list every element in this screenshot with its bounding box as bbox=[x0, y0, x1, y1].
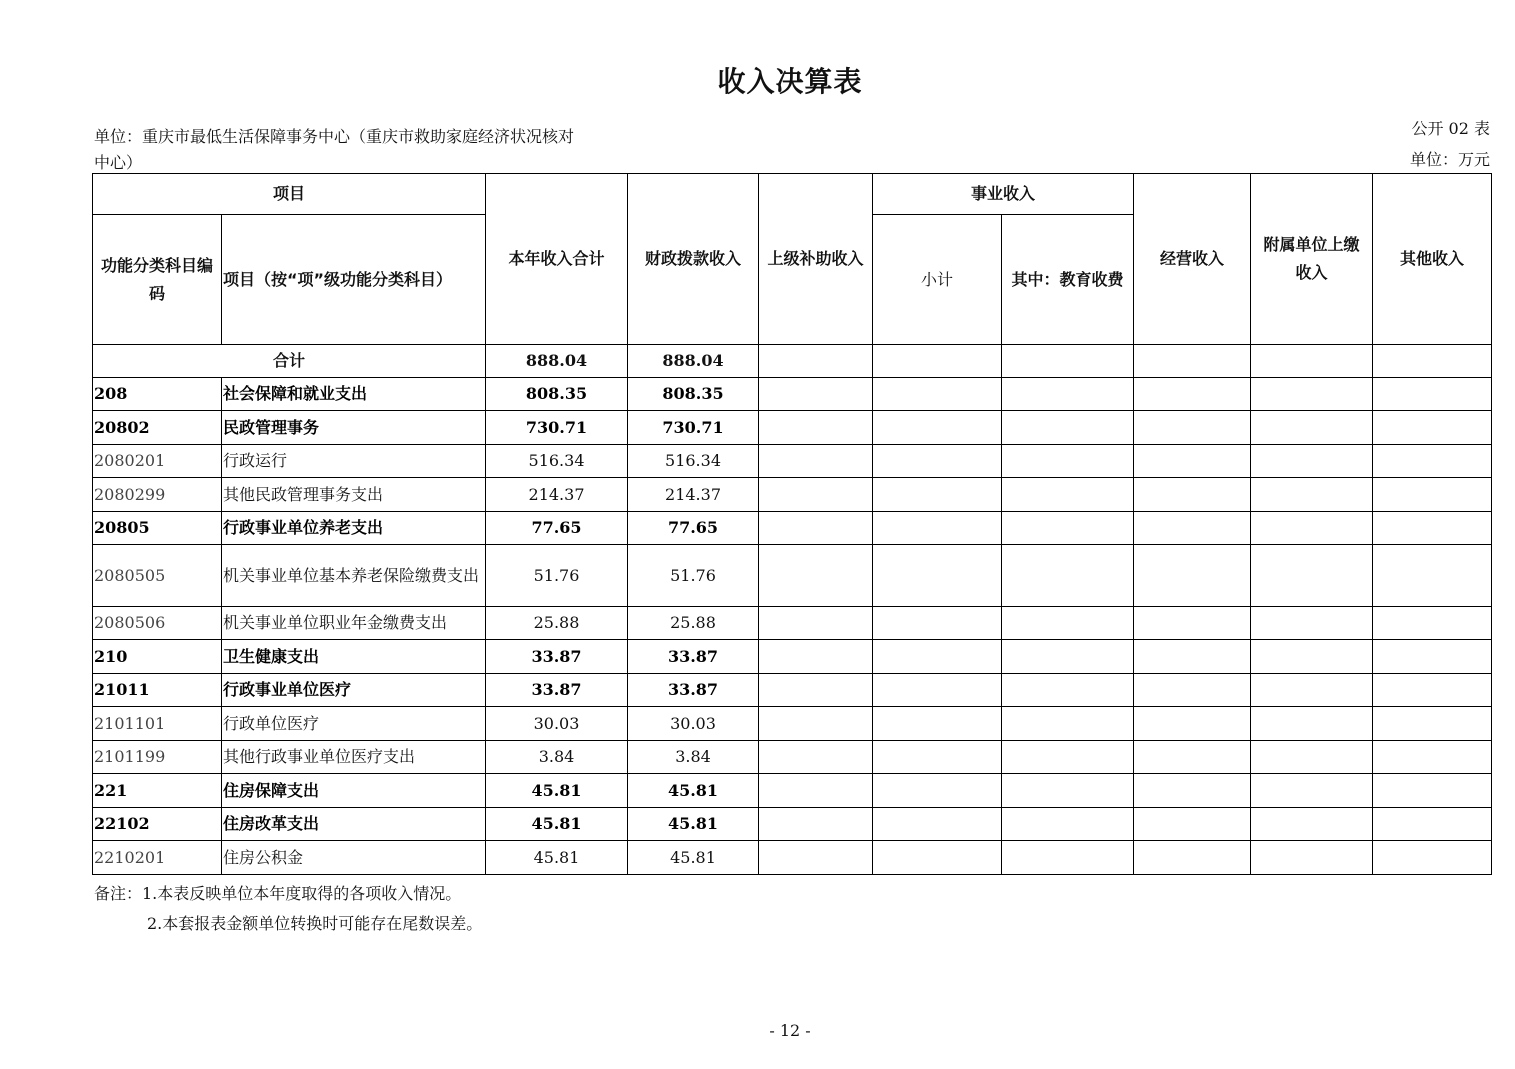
empty-cell bbox=[759, 808, 873, 841]
row-name: 卫生健康支出 bbox=[222, 640, 486, 674]
currency-unit: 单位：万元 bbox=[1409, 150, 1490, 169]
row-code: 22102 bbox=[93, 808, 222, 841]
row-fiscal: 214.37 bbox=[628, 478, 759, 512]
table-row bbox=[93, 640, 1492, 674]
empty-cell bbox=[759, 545, 873, 607]
row-fiscal: 25.88 bbox=[628, 607, 759, 640]
empty-cell bbox=[1251, 545, 1373, 607]
table-row bbox=[93, 607, 1492, 640]
table-row bbox=[93, 378, 1492, 411]
row-fiscal: 33.87 bbox=[628, 640, 759, 674]
row-name: 住房公积金 bbox=[222, 841, 486, 875]
empty-cell bbox=[1373, 841, 1492, 875]
row-code: 2080506 bbox=[93, 607, 222, 640]
header-item: 项目 bbox=[93, 174, 486, 215]
empty-cell bbox=[1251, 674, 1373, 707]
empty-cell bbox=[1251, 841, 1373, 875]
empty-cell bbox=[759, 674, 873, 707]
empty-cell bbox=[1134, 512, 1251, 545]
row-name: 机关事业单位职业年金缴费支出 bbox=[222, 607, 486, 640]
empty-cell bbox=[1002, 378, 1134, 411]
empty-cell bbox=[1002, 741, 1134, 774]
empty-cell bbox=[759, 741, 873, 774]
row-name: 行政单位医疗 bbox=[222, 707, 486, 741]
table-row bbox=[93, 741, 1492, 774]
empty-cell bbox=[873, 378, 1002, 411]
row-total: 730.71 bbox=[486, 411, 628, 445]
row-fiscal: 45.81 bbox=[628, 841, 759, 875]
empty-cell bbox=[1373, 345, 1492, 378]
row-code: 2101199 bbox=[93, 741, 222, 774]
total-income-cell: 888.04 bbox=[486, 345, 628, 378]
empty-cell bbox=[1251, 411, 1373, 445]
empty-cell bbox=[1134, 478, 1251, 512]
row-total: 214.37 bbox=[486, 478, 628, 512]
row-fiscal: 33.87 bbox=[628, 674, 759, 707]
row-total: 45.81 bbox=[486, 774, 628, 808]
empty-cell bbox=[759, 607, 873, 640]
empty-cell bbox=[1373, 640, 1492, 674]
empty-cell bbox=[1373, 741, 1492, 774]
income-table bbox=[92, 173, 1492, 875]
empty-cell bbox=[1002, 808, 1134, 841]
empty-cell bbox=[873, 774, 1002, 808]
row-fiscal: 77.65 bbox=[628, 512, 759, 545]
empty-cell bbox=[1134, 411, 1251, 445]
header-affiliated: 附属单位上缴收入 bbox=[1251, 174, 1373, 345]
total-label: 合计 bbox=[93, 345, 486, 378]
empty-cell bbox=[1134, 378, 1251, 411]
empty-cell bbox=[873, 478, 1002, 512]
table-row bbox=[93, 808, 1492, 841]
row-total: 77.65 bbox=[486, 512, 628, 545]
empty-cell bbox=[759, 841, 873, 875]
empty-cell bbox=[759, 445, 873, 478]
empty-cell bbox=[1134, 774, 1251, 808]
row-fiscal: 3.84 bbox=[628, 741, 759, 774]
empty-cell bbox=[1251, 445, 1373, 478]
header-education: 其中：教育收费 bbox=[1002, 215, 1134, 345]
empty-cell bbox=[1251, 378, 1373, 411]
table-row bbox=[93, 841, 1492, 875]
empty-cell bbox=[1002, 674, 1134, 707]
header-total-income: 本年收入合计 bbox=[486, 174, 628, 345]
empty-cell bbox=[759, 512, 873, 545]
row-fiscal: 51.76 bbox=[628, 545, 759, 607]
header-subtotal: 小计 bbox=[873, 215, 1002, 345]
row-fiscal: 45.81 bbox=[628, 808, 759, 841]
table-row bbox=[93, 512, 1492, 545]
empty-cell bbox=[759, 378, 873, 411]
empty-cell bbox=[1251, 707, 1373, 741]
empty-cell bbox=[1134, 345, 1251, 378]
note-line-1: 备注：1.本表反映单位本年度取得的各项收入情况。 bbox=[94, 884, 462, 903]
empty-cell bbox=[1134, 445, 1251, 478]
total-row bbox=[93, 345, 1492, 378]
reporting-unit-line1: 单位：重庆市最低生活保障事务中心（重庆市救助家庭经济状况核对 bbox=[94, 127, 575, 146]
row-fiscal: 30.03 bbox=[628, 707, 759, 741]
empty-cell bbox=[873, 674, 1002, 707]
empty-cell bbox=[1134, 707, 1251, 741]
notes bbox=[94, 879, 482, 939]
empty-cell bbox=[1373, 411, 1492, 445]
empty-cell bbox=[1251, 774, 1373, 808]
row-code: 210 bbox=[93, 640, 222, 674]
row-total: 33.87 bbox=[486, 674, 628, 707]
row-name: 行政事业单位医疗 bbox=[222, 674, 486, 707]
row-code: 2080201 bbox=[93, 445, 222, 478]
empty-cell bbox=[759, 640, 873, 674]
row-fiscal: 730.71 bbox=[628, 411, 759, 445]
empty-cell bbox=[1373, 445, 1492, 478]
empty-cell bbox=[1002, 545, 1134, 607]
row-total: 33.87 bbox=[486, 640, 628, 674]
row-name: 民政管理事务 bbox=[222, 411, 486, 445]
empty-cell bbox=[759, 411, 873, 445]
empty-cell bbox=[1134, 741, 1251, 774]
row-code: 221 bbox=[93, 774, 222, 808]
row-name: 住房改革支出 bbox=[222, 808, 486, 841]
row-name: 机关事业单位基本养老保险缴费支出 bbox=[222, 545, 486, 607]
header-business-group: 事业收入 bbox=[873, 174, 1134, 215]
page-number: - 12 - bbox=[769, 1021, 811, 1040]
table-row bbox=[93, 478, 1492, 512]
row-code: 208 bbox=[93, 378, 222, 411]
empty-cell bbox=[1251, 640, 1373, 674]
row-total: 808.35 bbox=[486, 378, 628, 411]
empty-cell bbox=[759, 707, 873, 741]
row-code: 20805 bbox=[93, 512, 222, 545]
empty-cell bbox=[1134, 607, 1251, 640]
header-fiscal: 财政拨款收入 bbox=[628, 174, 759, 345]
note-line-2: 2.本套报表金额单位转换时可能存在尾数误差。 bbox=[147, 914, 483, 933]
empty-cell bbox=[873, 345, 1002, 378]
empty-cell bbox=[1002, 345, 1134, 378]
row-name: 行政事业单位养老支出 bbox=[222, 512, 486, 545]
row-fiscal: 516.34 bbox=[628, 445, 759, 478]
empty-cell bbox=[759, 345, 873, 378]
empty-cell bbox=[1373, 512, 1492, 545]
empty-cell bbox=[873, 841, 1002, 875]
empty-cell bbox=[1002, 512, 1134, 545]
row-total: 30.03 bbox=[486, 707, 628, 741]
table-row bbox=[93, 545, 1492, 607]
header-name: 项目（按“项”级功能分类科目） bbox=[222, 215, 486, 345]
row-code: 2080505 bbox=[93, 545, 222, 607]
empty-cell bbox=[1002, 445, 1134, 478]
empty-cell bbox=[1251, 808, 1373, 841]
row-total: 45.81 bbox=[486, 841, 628, 875]
empty-cell bbox=[1251, 478, 1373, 512]
empty-cell bbox=[1251, 512, 1373, 545]
empty-cell bbox=[1373, 774, 1492, 808]
table-row bbox=[93, 774, 1492, 808]
row-code: 2210201 bbox=[93, 841, 222, 875]
empty-cell bbox=[1134, 674, 1251, 707]
empty-cell bbox=[873, 707, 1002, 741]
empty-cell bbox=[1373, 607, 1492, 640]
row-total: 45.81 bbox=[486, 808, 628, 841]
form-number: 公开 02 表 bbox=[1411, 119, 1490, 138]
header-superior: 上级补助收入 bbox=[759, 174, 873, 345]
table-row bbox=[93, 707, 1492, 741]
empty-cell bbox=[1373, 674, 1492, 707]
total-fiscal-cell: 888.04 bbox=[628, 345, 759, 378]
row-code: 21011 bbox=[93, 674, 222, 707]
empty-cell bbox=[1251, 741, 1373, 774]
empty-cell bbox=[759, 478, 873, 512]
empty-cell bbox=[1373, 808, 1492, 841]
empty-cell bbox=[1134, 841, 1251, 875]
empty-cell bbox=[1002, 774, 1134, 808]
empty-cell bbox=[873, 445, 1002, 478]
empty-cell bbox=[1373, 478, 1492, 512]
empty-cell bbox=[1134, 808, 1251, 841]
empty-cell bbox=[1002, 607, 1134, 640]
empty-cell bbox=[873, 545, 1002, 607]
empty-cell bbox=[1373, 378, 1492, 411]
row-code: 2080299 bbox=[93, 478, 222, 512]
empty-cell bbox=[1251, 345, 1373, 378]
empty-cell bbox=[1002, 841, 1134, 875]
table-row bbox=[93, 445, 1492, 478]
empty-cell bbox=[873, 808, 1002, 841]
row-fiscal: 45.81 bbox=[628, 774, 759, 808]
empty-cell bbox=[873, 512, 1002, 545]
row-code: 2101101 bbox=[93, 707, 222, 741]
row-name: 其他行政事业单位医疗支出 bbox=[222, 741, 486, 774]
row-fiscal: 808.35 bbox=[628, 378, 759, 411]
row-total: 516.34 bbox=[486, 445, 628, 478]
row-code: 20802 bbox=[93, 411, 222, 445]
page-title: 收入决算表 bbox=[717, 65, 863, 98]
empty-cell bbox=[759, 774, 873, 808]
empty-cell bbox=[1002, 707, 1134, 741]
row-total: 3.84 bbox=[486, 741, 628, 774]
empty-cell bbox=[1002, 640, 1134, 674]
row-total: 51.76 bbox=[486, 545, 628, 607]
header-operating: 经营收入 bbox=[1134, 174, 1251, 345]
row-name: 住房保障支出 bbox=[222, 774, 486, 808]
empty-cell bbox=[873, 411, 1002, 445]
row-total: 25.88 bbox=[486, 607, 628, 640]
reporting-unit bbox=[94, 124, 634, 176]
empty-cell bbox=[873, 607, 1002, 640]
row-name: 社会保障和就业支出 bbox=[222, 378, 486, 411]
empty-cell bbox=[873, 640, 1002, 674]
table-row bbox=[93, 674, 1492, 707]
row-name: 行政运行 bbox=[222, 445, 486, 478]
empty-cell bbox=[1251, 607, 1373, 640]
empty-cell bbox=[1373, 707, 1492, 741]
header-code: 功能分类科目编码 bbox=[93, 215, 222, 345]
reporting-unit-line2: 中心） bbox=[94, 153, 143, 172]
table-row bbox=[93, 411, 1492, 445]
empty-cell bbox=[1134, 545, 1251, 607]
empty-cell bbox=[1134, 640, 1251, 674]
header-other: 其他收入 bbox=[1373, 174, 1492, 345]
empty-cell bbox=[1002, 411, 1134, 445]
row-name: 其他民政管理事务支出 bbox=[222, 478, 486, 512]
empty-cell bbox=[1002, 478, 1134, 512]
empty-cell bbox=[1373, 545, 1492, 607]
empty-cell bbox=[873, 741, 1002, 774]
